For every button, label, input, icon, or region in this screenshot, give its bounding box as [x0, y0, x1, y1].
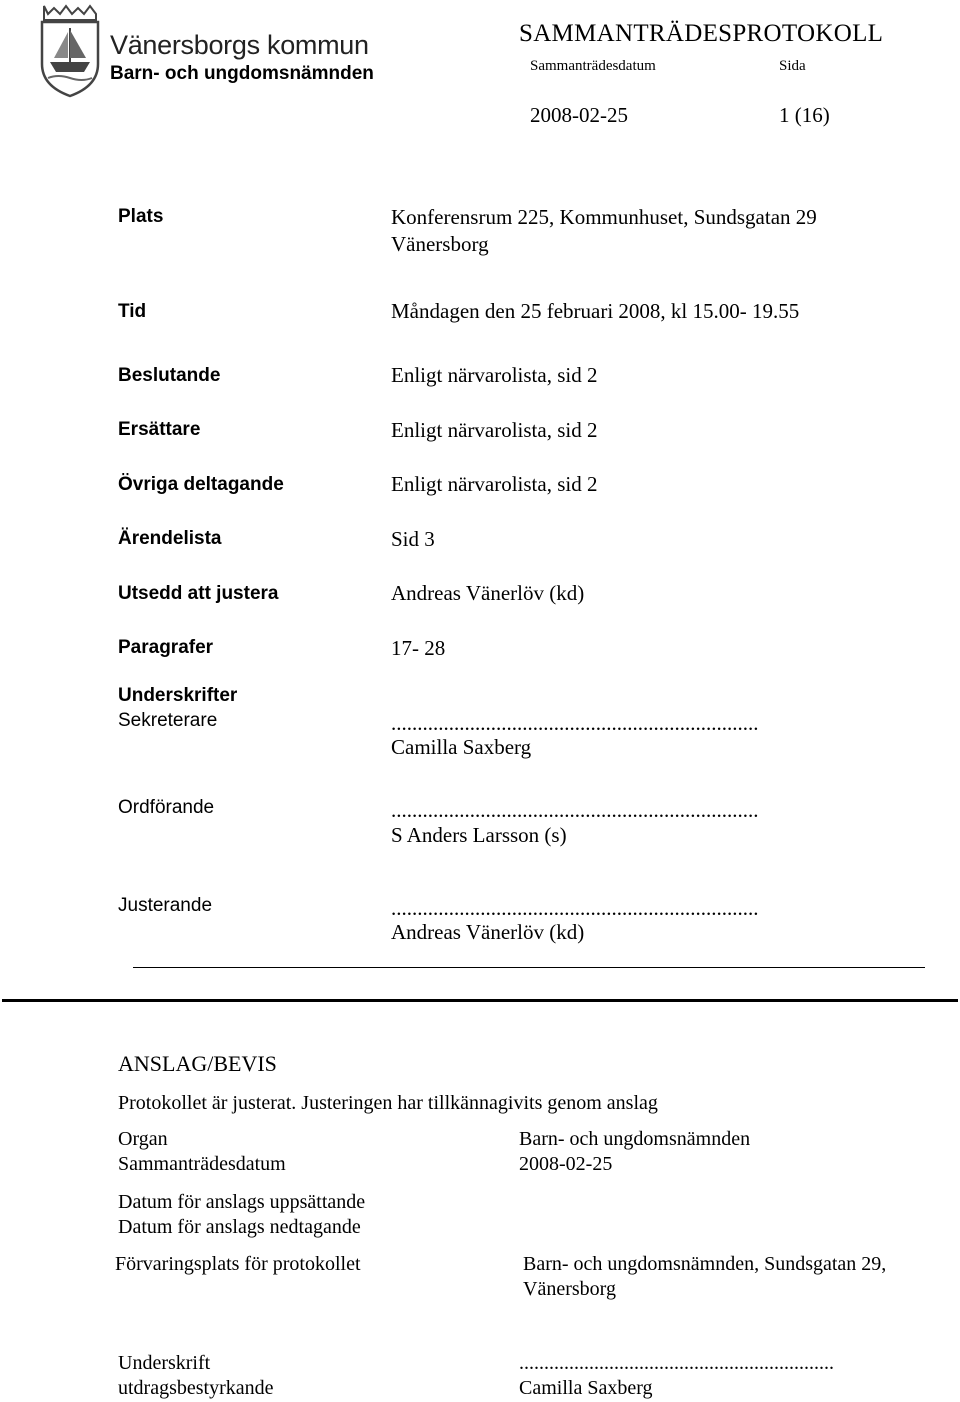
- municipality-name: Vänersborgs kommun: [110, 30, 369, 60]
- underskrifter-heading: Underskrifter: [118, 685, 238, 706]
- anslag-heading: ANSLAG/BEVIS: [118, 1051, 277, 1076]
- arendelista-value: Sid 3: [391, 527, 435, 551]
- arendelista-label: Ärendelista: [118, 528, 222, 549]
- justerande-label: Justerande: [118, 895, 213, 916]
- anslag-uppsattande-label: Datum för anslags uppsättande: [118, 1191, 366, 1213]
- forvaringsplats-value-line1: Barn- och ungdomsnämnden, Sundsgatan 29,: [523, 1253, 887, 1275]
- municipality-coat-of-arms: [38, 2, 102, 98]
- page-number: 1 (16): [779, 103, 830, 127]
- organ-label: Organ: [118, 1128, 168, 1150]
- ovriga-deltagande-label: Övriga deltagande: [118, 474, 284, 495]
- signature-divider: [133, 967, 925, 968]
- sekreterare-label: Sekreterare: [118, 710, 218, 731]
- utdragsbestyrkande-signature-line: ...............................................................: [519, 1352, 834, 1374]
- committee-name: Barn- och ungdomsnämnden: [110, 63, 374, 84]
- forvaringsplats-label: Förvaringsplats för protokollet: [115, 1253, 361, 1275]
- beslutande-label: Beslutande: [118, 365, 221, 386]
- paragrafer-label: Paragrafer: [118, 637, 214, 658]
- utdragsbestyrkande-name: Camilla Saxberg: [519, 1377, 653, 1399]
- ersattare-value: Enligt närvarolista, sid 2: [391, 418, 598, 442]
- anslag-nedtagande-label: Datum för anslags nedtagande: [118, 1216, 361, 1238]
- meeting-date-label: Sammanträdesdatum: [530, 58, 656, 74]
- sekreterare-name: Camilla Saxberg: [391, 735, 532, 759]
- justerande-name: Andreas Vänerlöv (kd): [391, 920, 585, 944]
- ovriga-deltagande-value: Enligt närvarolista, sid 2: [391, 472, 598, 496]
- meeting-date-value: 2008-02-25: [530, 103, 628, 127]
- ordforande-label: Ordförande: [118, 797, 215, 818]
- forvaringsplats-value-line2: Vänersborg: [523, 1278, 616, 1300]
- sammantradesdatum-label: Sammanträdesdatum: [118, 1153, 286, 1175]
- paragrafer-value: 17- 28: [391, 636, 446, 660]
- plats-value-line1: Konferensrum 225, Kommunhuset, Sundsgatan 29: [391, 205, 817, 229]
- plats-value-line2: Vänersborg: [391, 232, 489, 256]
- utsedd-att-justera-value: Andreas Vänerlöv (kd): [391, 581, 585, 605]
- section-divider: [2, 999, 958, 1002]
- beslutande-value: Enligt närvarolista, sid 2: [391, 363, 598, 387]
- tid-value: Måndagen den 25 februari 2008, kl 15.00- 19.55: [391, 299, 800, 323]
- organ-value: Barn- och ungdomsnämnden: [519, 1128, 751, 1150]
- tid-label: Tid: [118, 301, 147, 322]
- ordforande-name: S Anders Larsson (s): [391, 823, 567, 847]
- sekreterare-signature-line: ......................................................................: [391, 711, 759, 735]
- page-label: Sida: [779, 58, 806, 74]
- utsedd-att-justera-label: Utsedd att justera: [118, 583, 279, 604]
- sammantradesdatum-value: 2008-02-25: [519, 1153, 613, 1175]
- ersattare-label: Ersättare: [118, 419, 201, 440]
- anslag-intro: Protokollet är justerat. Justeringen har tillkännagivits genom anslag: [118, 1092, 658, 1114]
- justerande-signature-line: ......................................................................: [391, 896, 759, 920]
- utdragsbestyrkande-label: utdragsbestyrkande: [118, 1377, 274, 1399]
- ordforande-signature-line: ......................................................................: [391, 798, 759, 822]
- plats-label: Plats: [118, 206, 164, 227]
- document-title: SAMMANTRÄDESPROTOKOLL: [519, 20, 884, 47]
- underskrift-label: Underskrift: [118, 1352, 211, 1374]
